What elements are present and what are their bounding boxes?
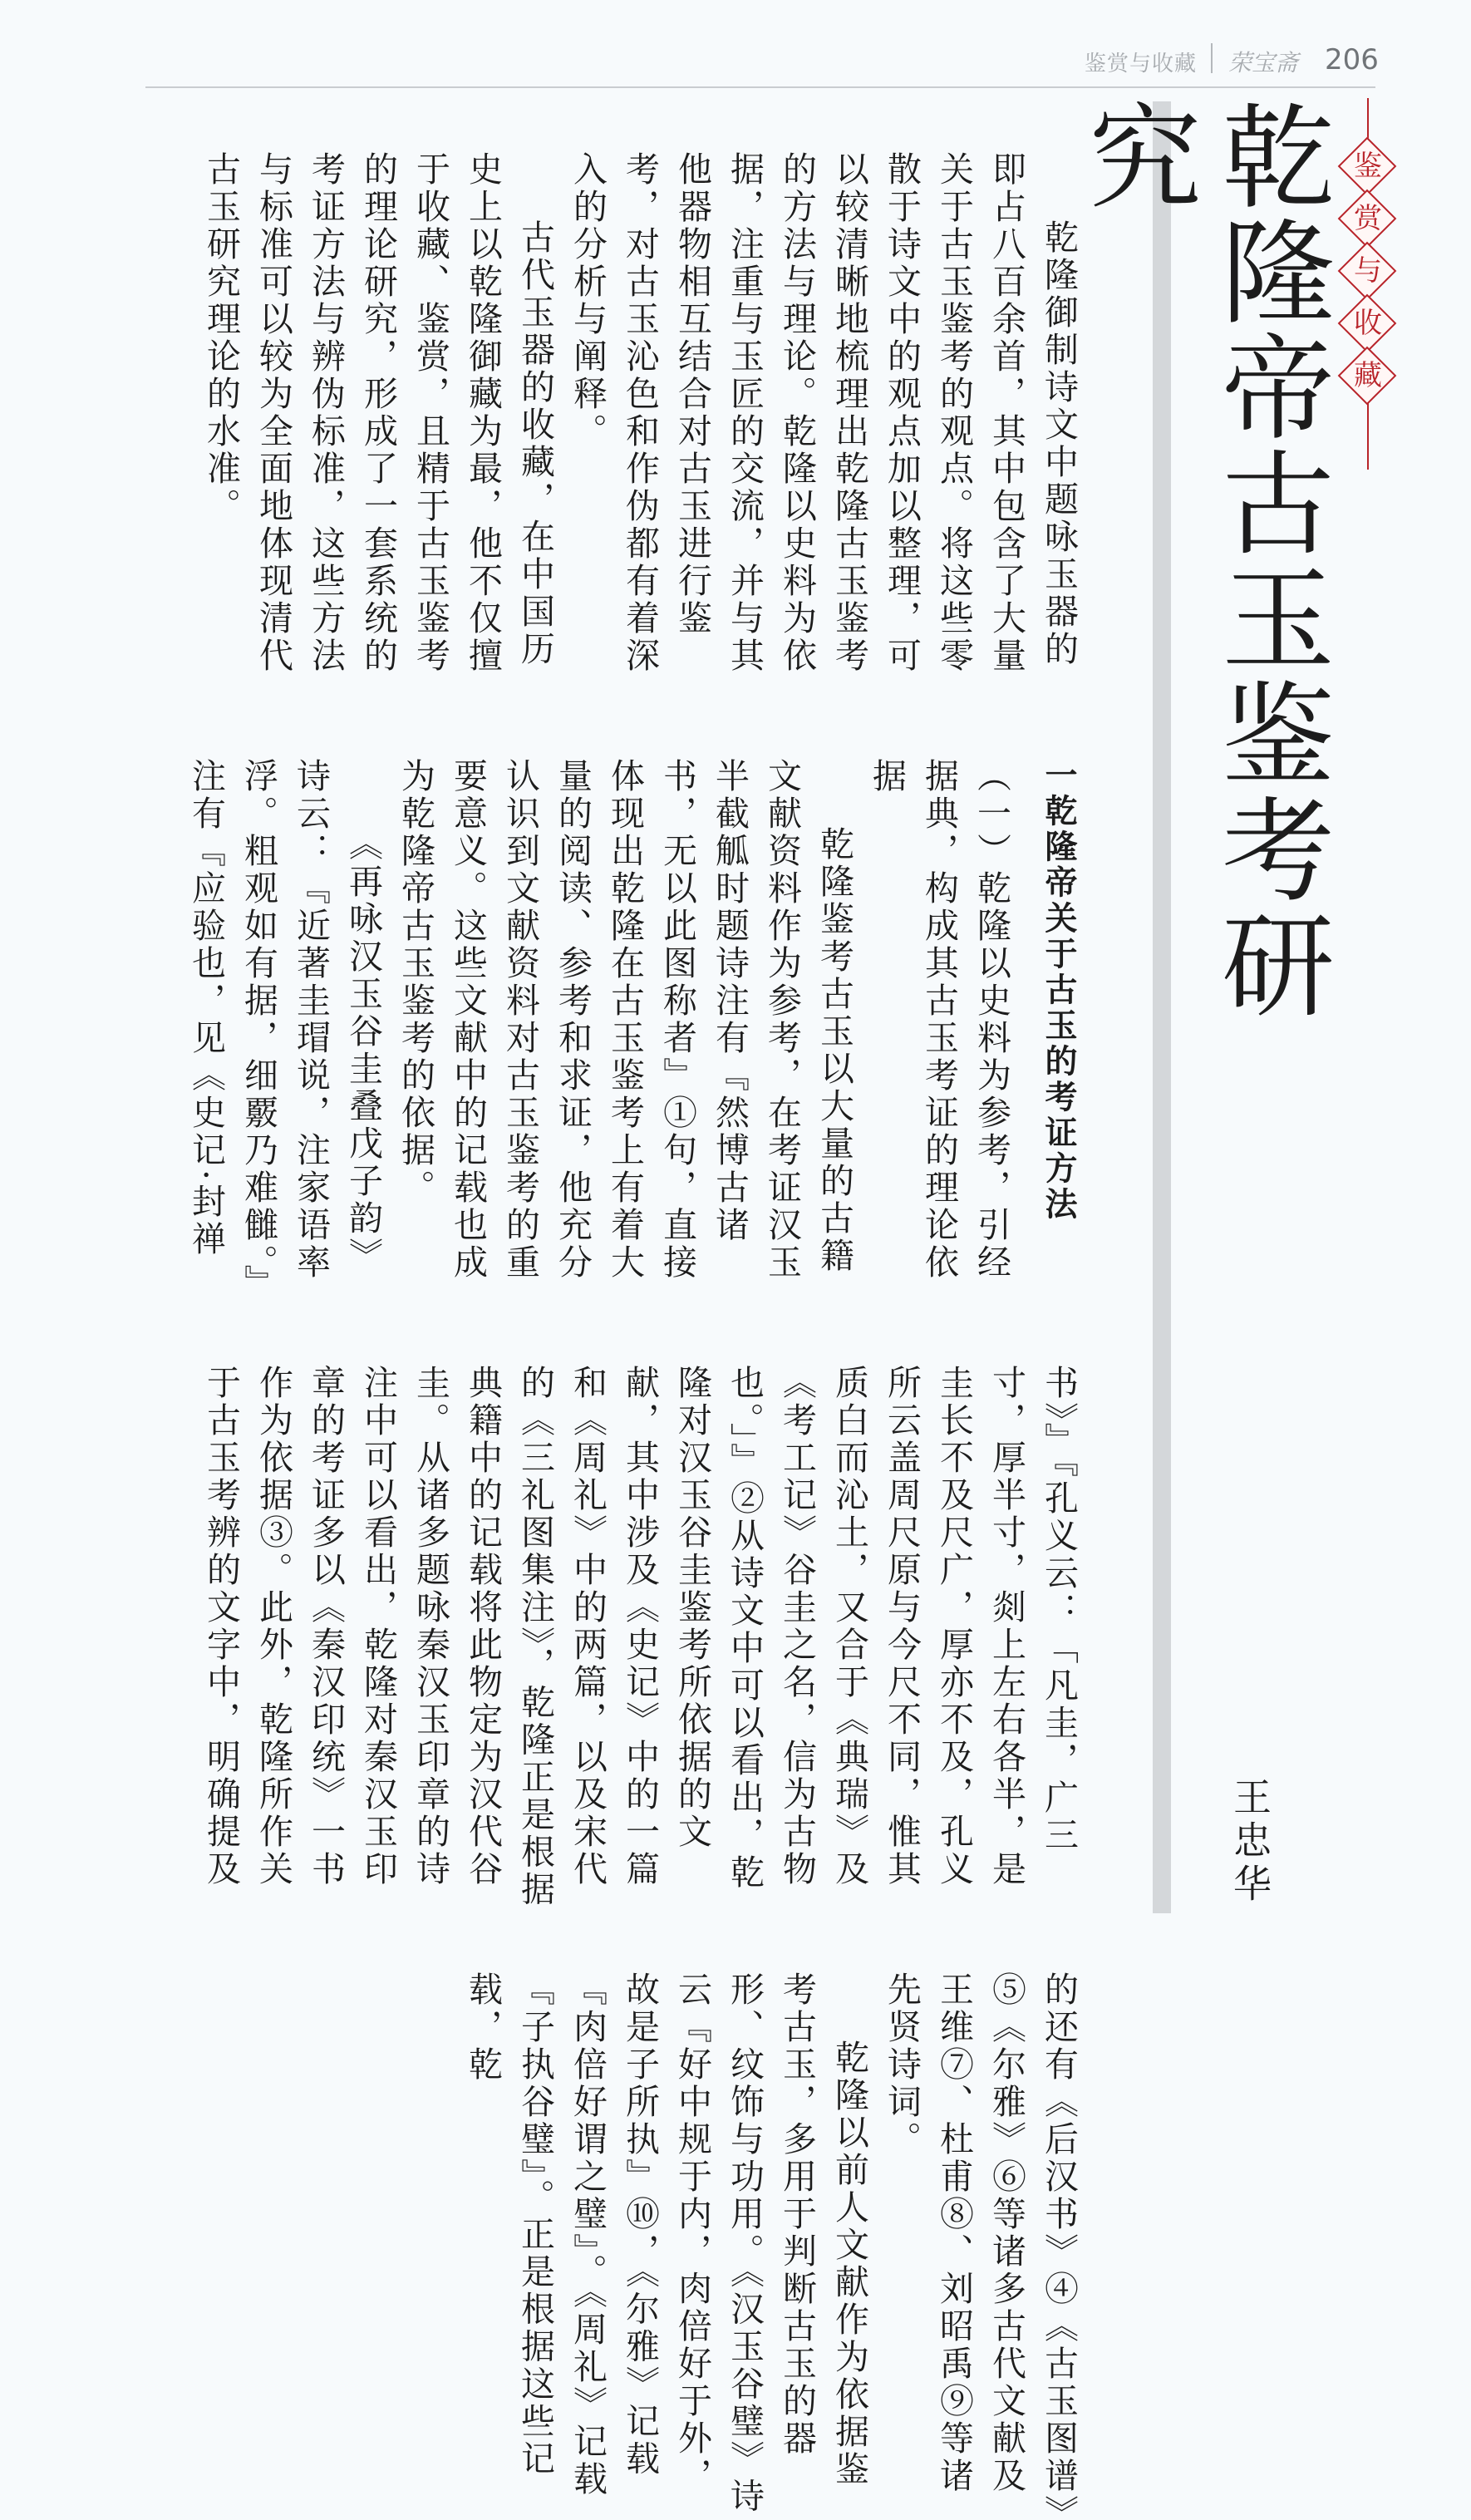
section-heading [1032, 758, 1085, 1307]
article-title: 乾隆帝古玉鉴考研究 [1069, 98, 1333, 1022]
page-header [0, 32, 1471, 90]
article-author: 王忠华 [1227, 1777, 1272, 1907]
stamp-char: 收 [1354, 307, 1382, 340]
header-brand-logo: 荣宝斋 [1228, 49, 1299, 76]
article-body [145, 151, 1085, 2516]
stamp-char: 与 [1354, 254, 1382, 288]
stamp-line-top [1367, 98, 1369, 141]
header-section-label: 鉴赏与收藏 [1085, 52, 1198, 76]
section-number: 一 [1040, 758, 1077, 794]
header-divider [1211, 43, 1213, 73]
paragraph: 《再咏汉玉谷圭叠戊子韵》诗云：『近著圭瑁说，注家语率浮。粗观如有据，细覈乃难雠。』注有『应验也，见《史记·封禅书》』『孔义云：「凡圭，广三寸，厚半寸，剡上左右各半，是圭长不及尺广，厚亦不及，孔义所云盖周尺原与今尺不同，惟其质白而沁土，又合于《典瑞》及《考工记》谷圭之名，信为古物也。」』②从诗文中可以看出，乾隆对汉玉谷圭鉴考所依据的文献，其中涉及《史记》中的一篇和《周礼》中的两篇，以及宋代的《三礼图集注》，乾隆正是根据典籍中的记载将此物定为汉代谷圭。从诸多题咏秦汉玉印章的诗注中可以看出，乾隆对秦汉玉印章的考证多以《秦汉印统》一书作为依据③。此外，乾隆所作关于古玉考辨的文字中，明确提及的还有《后汉书》④《古玉图谱》⑤《尔雅》⑥等诸多古代文献及王维⑦、杜甫⑧、刘昭禹⑨等诸先贤诗词。 [186, 758, 1079, 2516]
subsection-heading: （一）乾隆以史料为参考，引经据典，构成其古玉考证的理论依据 [867, 758, 1011, 1282]
title-band [1153, 101, 1171, 1913]
stamp-char: 藏 [1354, 359, 1382, 392]
stamp-char: 鉴 [1354, 150, 1382, 183]
header-rule [145, 86, 1375, 88]
stamp-line-bottom [1367, 403, 1369, 470]
paragraph: 乾隆以前人文献作为依据鉴考古玉，多用于判断古玉的器形、纹饰与功用。《汉玉谷璧》诗云『好中规于内，肉倍好于外，故是子所执』⑩，《尔雅》记载『肉倍好谓之璧』。《周礼》记载『子执谷璧』。正是根据这些记载，乾 [463, 1971, 869, 2516]
section-heading-text: 乾隆帝关于古玉的考证方法 [1040, 794, 1077, 1223]
paragraph: 乾隆鉴考古玉以大量的古籍文献资料作为参考，在考证汉玉半截觚时题诗注有『然博古诸书，无以此图称者』①句，直接体现出乾隆在古玉鉴考上有着大量的阅读、参考和求证，他充分认识到文献资料对古玉鉴考的重要意义。这些文献中的记载也成为乾隆帝古玉鉴考的依据。 [396, 758, 854, 1282]
paragraph: 古代玉器的收藏，在中国历史上以乾隆御藏为最，他不仅擅于收藏、鉴赏，且精于古玉鉴考的理论研究，形成了一套系统的考证方法与辨伪标准，这些方法与标准可以较为全面地体现清代古玉研究理论的水准。 [201, 151, 555, 675]
page-number: 206 [1325, 43, 1379, 76]
paragraph: 乾隆御制诗文中题咏玉器的即占八百余首，其中包含了大量关于古玉鉴考的观点。将这些零散于诗文中的观点加以整理，可以较清晰地梳理出乾隆古玉鉴考的方法与理论。乾隆以史料为依据，注重与玉匠的交流，并与其他器物相互结合对古玉进行鉴考，对古玉沁色和作伪都有着深入的分析与阐释。 [568, 151, 1079, 675]
stamp-char: 赏 [1354, 202, 1382, 235]
section-stamp [1339, 137, 1397, 403]
